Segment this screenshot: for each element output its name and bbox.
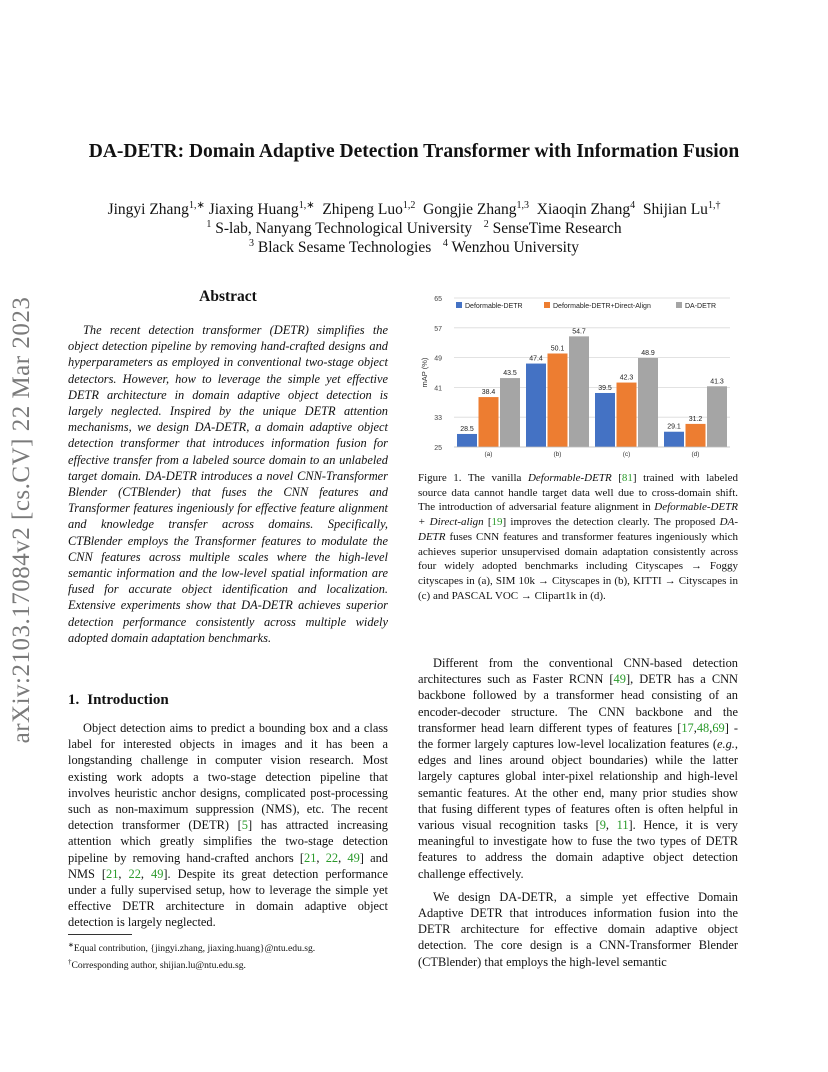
paper-title: DA-DETR: Domain Adaptive Detection Transformer with Information Fusion — [88, 141, 740, 162]
data-label: 43.5 — [503, 370, 517, 378]
arxiv-identifier: arXiv:2103.17084v2 [cs.CV] 22 Mar 2023 — [8, 296, 35, 744]
footnotes — [68, 939, 398, 972]
y-tick-label: 41 — [434, 385, 442, 393]
bar — [707, 386, 727, 447]
data-label: 39.5 — [598, 384, 612, 392]
affiliation: SenseTime Research — [492, 220, 622, 238]
paragraph: We design DA-DETR, a simple yet effective Domain Adaptive DETR that introduces information fusion into the DETR architecture for effective domain adaptive object detection. The core design is a CNN-Transformer Blender (CTBlender) that employs the high-level semantic — [418, 889, 738, 969]
affiliation: S-lab, Nanyang Technological University — [215, 220, 473, 238]
legend-swatch — [544, 302, 550, 308]
bar — [638, 358, 658, 447]
affiliation-line: $^1$ S-lab, Nanyang Technological University $^2$ SenseTime Research — [206, 219, 622, 238]
author: Xiaoqin Zhang$^4$ — [536, 200, 636, 219]
data-label: 28.5 — [460, 425, 474, 433]
y-tick-label: 25 — [434, 445, 442, 452]
arxiv-sidebar — [2, 280, 42, 760]
affiliation: Wenzhou University — [451, 239, 579, 257]
bar — [479, 397, 499, 447]
legend-swatch — [456, 302, 462, 308]
figure-1-bar-chart — [418, 290, 738, 460]
footnote: †Corresponding author, shijian.lu@ntu.edu.sg. — [68, 957, 246, 971]
data-label: 31.2 — [688, 415, 703, 423]
bar — [457, 434, 477, 447]
citation-link[interactable]: 21 — [304, 850, 317, 865]
citation-link[interactable]: 49 — [151, 866, 164, 881]
author: Jiaxing Huang$^{1,∗}$ — [208, 200, 315, 219]
citation-link[interactable]: 21 — [106, 866, 119, 881]
right-column-body — [418, 655, 738, 970]
legend-swatch — [676, 302, 682, 308]
y-tick-label: 65 — [434, 296, 442, 303]
paragraph: Object detection aims to predict a bounding box and a class label for interested objects in images and it has been a longstanding challenge in computer vision research. Most existing work adopts a two-stage detection pipeline that involves heuristic anchor designs, complicated post-processing such as non-maximum suppression (NMS), etc. The recent detection transformer (DETR) [5] has attracted increasing attention which greatly simplifies the two-stage detection pipeline by removing hand-crafted anchors [21, 22, 49] and NMS [21, 22, 49]. Despite its great detection performance under a fully supervised setup, how to leverage the simple yet effective DETR architecture in domain adaptive object detection is largely neglected. — [68, 721, 388, 930]
bar — [500, 378, 520, 447]
bar — [595, 393, 615, 447]
citation-link[interactable]: 5 — [241, 818, 248, 833]
author: Jingyi Zhang$^{1,∗}$ — [107, 200, 205, 219]
data-label: 42.3 — [619, 374, 634, 382]
introduction-body — [68, 720, 388, 931]
citation-link[interactable]: 22 — [128, 866, 141, 881]
citation-link[interactable]: 22 — [325, 850, 339, 865]
footnote-rule — [68, 934, 132, 935]
y-axis-label: mAP (%) — [420, 357, 429, 388]
affiliation-line: $^3$ Black Sesame Technologies $^4$ Wenzhou University — [249, 238, 579, 257]
category-label: (c) — [622, 451, 631, 458]
category-label: (b) — [553, 451, 562, 458]
y-tick-label: 57 — [434, 325, 442, 333]
citation-link[interactable]: 49 — [613, 672, 626, 687]
data-label: 41.3 — [710, 378, 724, 386]
data-label: 50.1 — [550, 345, 565, 353]
citation-link[interactable]: 81 — [621, 472, 633, 484]
bar — [617, 383, 637, 447]
category-label: (d) — [691, 451, 700, 458]
footnote: ∗Equal contribution, {jingyi.zhang, jiaxing.huang}@ntu.edu.sg. — [68, 941, 316, 955]
affiliation: Black Sesame Technologies — [257, 239, 432, 257]
bar — [569, 336, 589, 447]
y-tick-label: 49 — [434, 355, 442, 363]
paragraph: Different from the conventional CNN-based detection architectures such as Faster RCNN [49], DETR has a CNN backbone followed by a transformer head consisting of an encoder-decoder structure. The CNN backbone and the transformer head learn different types of features [17,48,69] - the former largely captures low-level localization features (e.g., edges and lines around object boundaries) while the latter largely captures global inter-pixel relationship and high-level semantic features. At the other end, many prior studies show that fusing different types of features often is often helpful in various visual recognition tasks [9, 11]. Hence, it is very meaningful to investigate how to fuse the two types of DETR features to address the domain adaptive object detection challenge effectively. — [418, 656, 738, 881]
bar — [548, 354, 568, 447]
abstract-heading: Abstract — [199, 288, 257, 305]
author: Shijian $Lu^{1,\dagger}$ — [642, 200, 721, 219]
data-label: 54.7 — [572, 328, 586, 336]
citation-link[interactable]: 19 — [491, 516, 503, 529]
author: Gongjie Zhang$^{1,3}$ — [423, 200, 529, 219]
author: Zhipeng Luo$^{1,2}$ — [322, 200, 416, 219]
data-label: 48.9 — [641, 349, 655, 357]
citation-link[interactable]: 49 — [347, 850, 360, 865]
citation-link[interactable]: 9 — [599, 818, 606, 833]
category-label: (a) — [484, 451, 493, 458]
section-heading: 1. Introduction — [68, 692, 169, 708]
data-label: 38.4 — [481, 389, 496, 397]
citation-link[interactable]: 48 — [696, 720, 710, 735]
bar — [526, 364, 546, 447]
figure-caption: Figure 1. The vanilla Deformable-DETR [81] trained with labeled source data cannot handle target data well due to cross-domain shift. The introduction of adversarial feature alignment in Deformable-DETR + Direct-align [19] improves the detection clearly. The proposed DA-DETR fuses CNN features and transformer features ingeniously which achieves superior unsupervised domain adaptation consistently across four widely adopted benchmarks including Cityscapes → Foggy cityscapes in (a), SIM 10k → Cityscapes in (b), KITTI → Cityscapes in (c) and PASCAL VOC → Clipart1k in (d). — [418, 472, 738, 602]
citation-link[interactable]: 17 — [681, 720, 694, 735]
y-tick-label: 33 — [434, 415, 442, 423]
legend-label: Deformable-DETR — [465, 303, 523, 310]
bar — [664, 432, 684, 447]
abstract-text: The recent detection transformer (DETR) simplifies the object detection pipeline by removing hand-crafted designs and hyperparameters as employed in conventional two-stage object detectors. However, how to leverage the simple yet effective DETR architecture in domain adaptive object detection is largely neglected. Inspired by the unique DETR attention mechanisms, we design DA-DETR, a domain adaptive object detection transformer that introduces information fusion for effective transfer from a labeled source domain to an unlabeled target domain. DA-DETR introduces a novel CNN-Transformer Blender (CTBlender) that fuses the CNN features and Transformer features ingeniously for effective feature alignment and knowledge transfer across domains. Specifically, CTBlender employs the Transformer features to modulate the CNN features across multiple scales where the high-level semantic information and the low-level spatial information are fused for accurate object identification and localization. Extensive experiments show that DA-DETR achieves superior detection performance consistently across multiple widely adopted domain adaptation benchmarks. — [68, 323, 388, 645]
data-label: 29.1 — [667, 423, 681, 431]
legend-label: Deformable-DETR+Direct-Align — [553, 303, 651, 310]
citation-link[interactable]: 11 — [616, 818, 629, 833]
bar — [686, 424, 706, 447]
legend-label: DA-DETR — [685, 303, 717, 310]
citation-link[interactable]: 69 — [712, 720, 725, 735]
data-label: 47.4 — [529, 355, 543, 363]
